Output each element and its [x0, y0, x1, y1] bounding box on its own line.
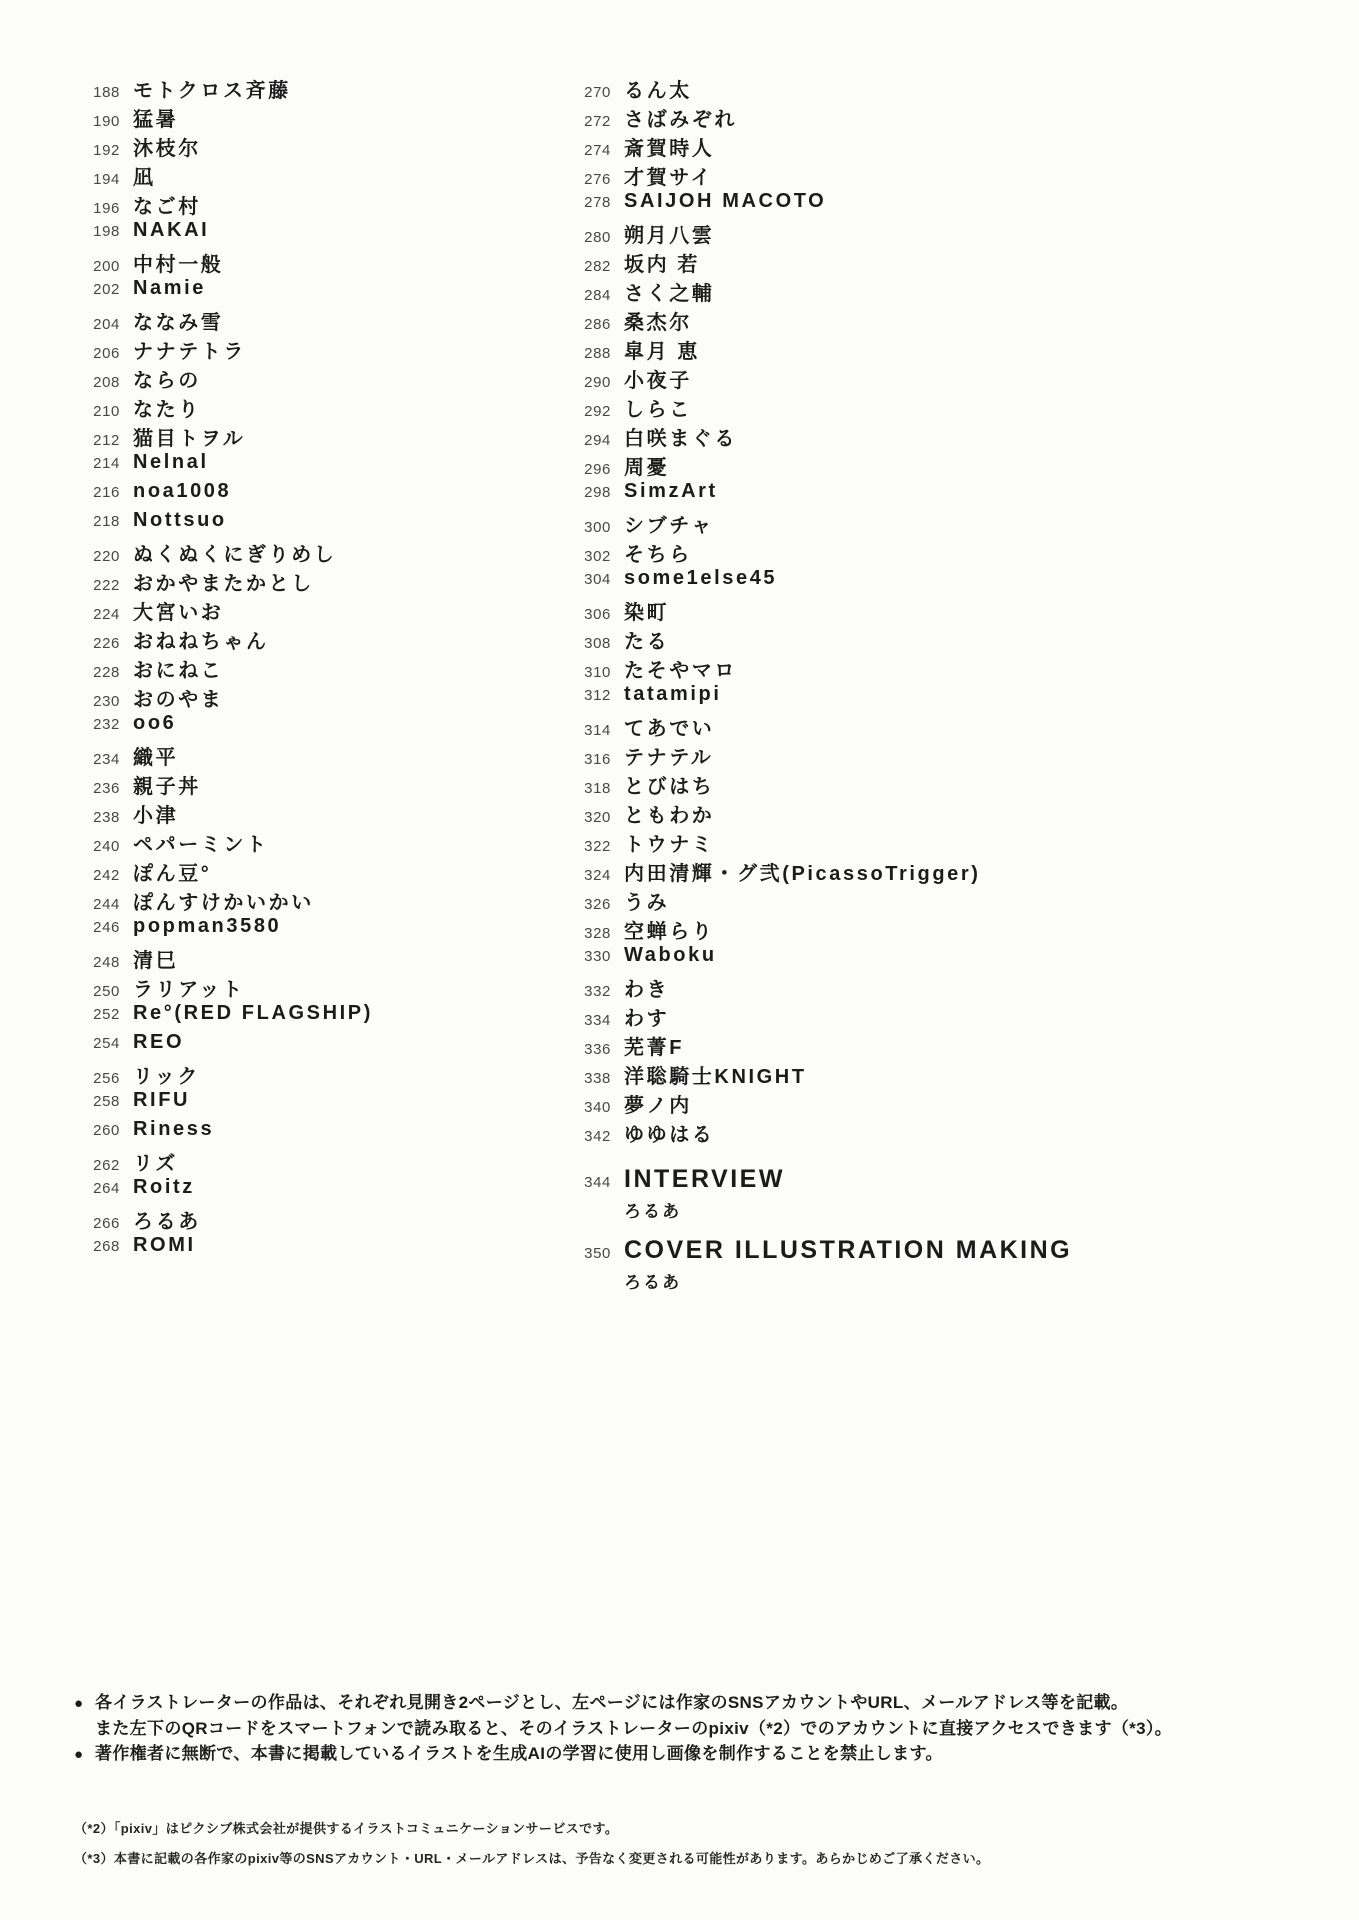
page-number: 268	[93, 1238, 120, 1255]
artist-name: Waboku	[624, 944, 717, 966]
page-number: 278	[584, 194, 611, 211]
toc-entry	[575, 828, 1275, 857]
page-number: 248	[93, 954, 120, 971]
page-number: 290	[584, 374, 611, 391]
toc-entry	[575, 538, 1275, 567]
artist-name: tatamipi	[624, 683, 722, 705]
toc-entry	[575, 857, 1275, 886]
artist-name: SimzArt	[624, 480, 718, 502]
page-number: 204	[93, 316, 120, 333]
artist-name: 内田清輝・グ弐(PicassoTrigger)	[624, 863, 981, 885]
artist-name: Namie	[133, 277, 207, 299]
page-number: 302	[584, 548, 611, 565]
page-number: 330	[584, 948, 611, 965]
page-number: 334	[584, 1012, 611, 1029]
page-number: 312	[584, 687, 611, 704]
toc-entry	[575, 1118, 1275, 1147]
toc-left-column	[84, 74, 575, 1263]
artist-name: 親子丼	[133, 776, 201, 798]
artist-name: なたり	[133, 399, 201, 421]
artist-name: ななみ雪	[133, 312, 224, 334]
page-number: 236	[93, 780, 120, 797]
note-line	[74, 1716, 1304, 1741]
toc-entry	[84, 770, 575, 799]
page-number: 230	[93, 693, 120, 710]
page-number: 238	[93, 809, 120, 826]
toc-entry	[84, 1234, 575, 1263]
artist-name: ろるあ	[133, 1211, 201, 1233]
artist-name: わす	[624, 1008, 670, 1030]
artist-name: ゆゆはる	[624, 1124, 715, 1146]
page-number: 256	[93, 1070, 120, 1087]
toc-entry	[84, 219, 575, 248]
artist-name: Riness	[133, 1118, 215, 1140]
feature-subtitle: ろるあ	[624, 1273, 682, 1292]
artist-name: 小夜子	[624, 370, 692, 392]
artist-name: 大宮いお	[133, 602, 224, 624]
toc-entry	[575, 190, 1275, 219]
page-number: 252	[93, 1006, 120, 1023]
page-number: 198	[93, 223, 120, 240]
toc-entry	[575, 509, 1275, 538]
page-number: 274	[584, 142, 611, 159]
toc-entry	[575, 74, 1275, 103]
toc-entry	[84, 132, 575, 161]
toc-entry	[84, 509, 575, 538]
page-number: 298	[584, 484, 611, 501]
footnote-line: （*2）「pixiv」はピクシブ株式会社が提供するイラストコミュニケーションサービスです。	[74, 1821, 619, 1836]
page-number: 218	[93, 513, 120, 530]
feature-title-row	[575, 1165, 1275, 1201]
page-number: 336	[584, 1041, 611, 1058]
toc-entry	[575, 683, 1275, 712]
toc-entry	[575, 480, 1275, 509]
page-number: 192	[93, 142, 120, 159]
artist-name: わき	[624, 979, 670, 1001]
toc-entry	[575, 451, 1275, 480]
toc-entry	[84, 857, 575, 886]
toc-entry	[84, 741, 575, 770]
artist-name: NAKAI	[133, 219, 210, 241]
toc-entry	[84, 335, 575, 364]
page-number: 212	[93, 432, 120, 449]
toc-entry	[575, 799, 1275, 828]
artist-name: 才賀サイ	[624, 167, 713, 189]
feature-title: COVER ILLUSTRATION MAKING	[624, 1236, 1073, 1264]
bullet-icon: ●	[74, 1695, 84, 1712]
toc-entry	[84, 1176, 575, 1205]
toc-entry	[575, 596, 1275, 625]
artist-name: 沐枝尔	[133, 138, 201, 160]
page-number: 304	[584, 571, 611, 588]
artist-name: たる	[624, 631, 670, 653]
page-number: 288	[584, 345, 611, 362]
toc-entry	[575, 422, 1275, 451]
feature-title-row	[575, 1236, 1275, 1272]
artist-name: 猛暑	[133, 109, 179, 131]
toc-entry	[575, 277, 1275, 306]
page-number: 326	[584, 896, 611, 913]
toc-entry	[575, 567, 1275, 596]
page-number: 200	[93, 258, 120, 275]
artist-name: 凪	[133, 167, 156, 189]
page-number: 250	[93, 983, 120, 1000]
page-number: 280	[584, 229, 611, 246]
toc-entry	[84, 422, 575, 451]
artist-name: 空蝉らり	[624, 921, 715, 943]
page-number: 240	[93, 838, 120, 855]
table-of-contents	[84, 74, 1275, 1307]
page-number: 254	[93, 1035, 120, 1052]
page-number: 282	[584, 258, 611, 275]
page-number: 258	[93, 1093, 120, 1110]
artist-name: モトクロス斉藤	[133, 80, 291, 102]
page-number: 242	[93, 867, 120, 884]
page-number: 342	[584, 1128, 611, 1145]
artist-name: るん太	[624, 80, 692, 102]
artist-name: 夢ノ内	[624, 1095, 692, 1117]
page-number: 216	[93, 484, 120, 501]
toc-entry	[84, 248, 575, 277]
page-number: 202	[93, 281, 120, 298]
page-number: 208	[93, 374, 120, 391]
artist-name: 織平	[133, 747, 179, 769]
artist-name: 朔月八雲	[624, 225, 715, 247]
feature-entry	[575, 1165, 1275, 1223]
page-number: 196	[93, 200, 120, 217]
artist-name: noa1008	[133, 480, 232, 502]
toc-entry	[84, 567, 575, 596]
toc-entry	[575, 1060, 1275, 1089]
footnote-line: （*3）本書に記載の各作家のpixiv等のSNSアカウント・URL・メールアドレスは、予告なく変更される可能性があります。あらかじめご了承ください。	[74, 1851, 990, 1866]
artist-name: popman3580	[133, 915, 282, 937]
page-number: 266	[93, 1215, 120, 1232]
toc-right-column	[575, 74, 1275, 1307]
page-number: 318	[584, 780, 611, 797]
toc-entry	[84, 393, 575, 422]
artist-name: おかやまたかとし	[133, 573, 314, 595]
toc-entry	[575, 248, 1275, 277]
note-text: 著作権者に無断で、本書に掲載しているイラストを生成AIの学習に使用し画像を制作することを禁止します。	[95, 1744, 943, 1763]
toc-entry	[84, 306, 575, 335]
toc-entry	[84, 683, 575, 712]
footnotes	[74, 1814, 1344, 1874]
page-number: 276	[584, 171, 611, 188]
artist-name: ならの	[133, 370, 201, 392]
toc-entry	[84, 828, 575, 857]
toc-entry	[575, 103, 1275, 132]
toc-entry	[575, 712, 1275, 741]
toc-entry	[84, 1147, 575, 1176]
toc-entry	[84, 654, 575, 683]
page-number: 206	[93, 345, 120, 362]
artist-name: リック	[133, 1066, 200, 1088]
toc-entry	[575, 306, 1275, 335]
toc-entry	[575, 1031, 1275, 1060]
toc-entry	[575, 915, 1275, 944]
page-number: 294	[584, 432, 611, 449]
toc-entry	[575, 393, 1275, 422]
page-number: 338	[584, 1070, 611, 1087]
toc-entry	[575, 741, 1275, 770]
page-number: 214	[93, 455, 120, 472]
toc-entry	[84, 1060, 575, 1089]
toc-entry	[84, 915, 575, 944]
page-number: 310	[584, 664, 611, 681]
artist-name: おのやま	[133, 689, 224, 711]
page-number: 244	[93, 896, 120, 913]
toc-entry	[575, 161, 1275, 190]
artist-name: Re°(RED FLAGSHIP)	[133, 1002, 373, 1024]
note-text: また左下のQRコードをスマートフォンで読み取ると、そのイラストレーターのpixiv（*2）でのアカウントに直接アクセスできます（*3）。	[95, 1719, 1173, 1738]
artist-name: Roitz	[133, 1176, 195, 1198]
artist-name: 猫目トヲル	[133, 428, 246, 450]
page-number: 306	[584, 606, 611, 623]
note-text: 各イラストレーターの作品は、それぞれ見開き2ページとし、左ページには作家のSNSアカウントやURL、メールアドレス等を記載。	[95, 1693, 1129, 1712]
page-number: 260	[93, 1122, 120, 1139]
note-line	[74, 1690, 1304, 1716]
artist-name: たそやマロ	[624, 660, 737, 682]
artist-name: 皐月 恵	[624, 341, 700, 363]
page-number: 220	[93, 548, 120, 565]
page-number: 300	[584, 519, 611, 536]
artist-name: なご村	[133, 196, 201, 218]
toc-entry	[84, 364, 575, 393]
page-number: 320	[584, 809, 611, 826]
page-number: 226	[93, 635, 120, 652]
page-number: 284	[584, 287, 611, 304]
page-number: 234	[93, 751, 120, 768]
artist-name: ラリアット	[133, 979, 245, 1001]
page-number: 286	[584, 316, 611, 333]
toc-entry	[84, 799, 575, 828]
artist-name: 芜菁F	[624, 1037, 685, 1059]
page-number: 194	[93, 171, 120, 188]
page-number: 264	[93, 1180, 120, 1197]
toc-entry	[575, 770, 1275, 799]
bullet-icon: ●	[74, 1746, 84, 1763]
artist-name: ペパーミント	[133, 834, 269, 856]
usage-notes	[74, 1690, 1304, 1767]
artist-name: 坂内 若	[624, 254, 700, 276]
artist-name: 染町	[624, 602, 670, 624]
toc-entry	[84, 161, 575, 190]
toc-entry	[575, 364, 1275, 393]
toc-entry	[84, 1031, 575, 1060]
artist-name: 中村一般	[133, 254, 224, 276]
page-number: 314	[584, 722, 611, 739]
page-number: 270	[584, 84, 611, 101]
page-number: 188	[93, 84, 120, 101]
toc-entry	[84, 625, 575, 654]
artist-name: SAIJOH MACOTO	[624, 190, 827, 212]
artist-name: とびはち	[624, 776, 715, 798]
artist-name: REO	[133, 1031, 185, 1053]
artist-name: 桑杰尔	[624, 312, 692, 334]
artist-name: oo6	[133, 712, 177, 734]
artist-name: しらこ	[624, 399, 692, 421]
artist-name: そちら	[624, 544, 692, 566]
page-number: 232	[93, 716, 120, 733]
artist-name: 周憂	[624, 457, 670, 479]
artist-name: さく之輔	[624, 283, 715, 305]
page-number: 316	[584, 751, 611, 768]
page-number: 322	[584, 838, 611, 855]
toc-right-entries	[575, 74, 1275, 1147]
toc-entry	[84, 712, 575, 741]
toc-entry	[575, 973, 1275, 1002]
page-number: 222	[93, 577, 120, 594]
toc-entry	[84, 1002, 575, 1031]
page-number: 272	[584, 113, 611, 130]
toc-entry	[84, 1205, 575, 1234]
artist-name: ぬくぬくにぎりめし	[133, 544, 337, 566]
artist-name: さばみぞれ	[624, 109, 737, 131]
artist-name: うみ	[624, 892, 670, 914]
page-number: 228	[93, 664, 120, 681]
toc-entry	[575, 219, 1275, 248]
toc-entry	[575, 132, 1275, 161]
artist-name: ともわか	[624, 805, 715, 827]
page-number: 224	[93, 606, 120, 623]
artist-name: RIFU	[133, 1089, 191, 1111]
toc-entry	[84, 973, 575, 1002]
artist-name: 清巳	[133, 950, 179, 972]
toc-entry	[575, 654, 1275, 683]
artist-name: 白咲まぐる	[624, 428, 737, 450]
toc-entry	[575, 1002, 1275, 1031]
artist-name: 斎賀時人	[624, 138, 715, 160]
feature-entry	[575, 1236, 1275, 1294]
page-number: 324	[584, 867, 611, 884]
artist-name: ぽん豆°	[133, 863, 212, 885]
toc-entry	[575, 625, 1275, 654]
page-number: 344	[584, 1174, 611, 1191]
toc-entry	[84, 596, 575, 625]
page-number: 262	[93, 1157, 120, 1174]
artist-name: some1else45	[624, 567, 778, 589]
page-number: 328	[584, 925, 611, 942]
toc-entry	[84, 480, 575, 509]
toc-entry	[84, 277, 575, 306]
page-number: 350	[584, 1245, 611, 1262]
feature-subtitle: ろるあ	[624, 1202, 682, 1221]
artist-name: 洋聡騎士KNIGHT	[624, 1066, 807, 1088]
artist-name: シブチャ	[624, 515, 714, 537]
toc-entry	[84, 1089, 575, 1118]
toc-entry	[575, 335, 1275, 364]
page-number: 332	[584, 983, 611, 1000]
feature-sections	[575, 1165, 1275, 1294]
page-number: 190	[93, 113, 120, 130]
artist-name: ナナテトラ	[133, 341, 246, 363]
toc-entry	[84, 103, 575, 132]
artist-name: リズ	[133, 1153, 178, 1175]
toc-entry	[575, 886, 1275, 915]
artist-name: Nelnal	[133, 451, 209, 473]
toc-entry	[84, 74, 575, 103]
page-number: 296	[584, 461, 611, 478]
artist-name: Nottsuo	[133, 509, 227, 531]
artist-name: おにねこ	[133, 660, 224, 682]
artist-name: ROMI	[133, 1234, 196, 1256]
toc-entry	[84, 1118, 575, 1147]
note-line	[74, 1741, 1304, 1767]
page-number: 308	[584, 635, 611, 652]
artist-name: てあでい	[624, 718, 715, 740]
artist-name: 小津	[133, 805, 179, 827]
page-number: 246	[93, 919, 120, 936]
toc-entry	[575, 1089, 1275, 1118]
artist-name: トウナミ	[624, 834, 715, 856]
artist-name: おねねちゃん	[133, 631, 269, 653]
feature-title: INTERVIEW	[624, 1165, 785, 1193]
toc-entry	[84, 190, 575, 219]
page-number: 340	[584, 1099, 611, 1116]
page-number: 292	[584, 403, 611, 420]
artist-name: テナテル	[624, 747, 714, 769]
toc-entry	[84, 451, 575, 480]
toc-entry	[575, 944, 1275, 973]
artist-name: ぽんすけかいかい	[133, 892, 314, 914]
toc-entry	[84, 538, 575, 567]
page-number: 210	[93, 403, 120, 420]
toc-entry	[84, 886, 575, 915]
toc-entry	[84, 944, 575, 973]
